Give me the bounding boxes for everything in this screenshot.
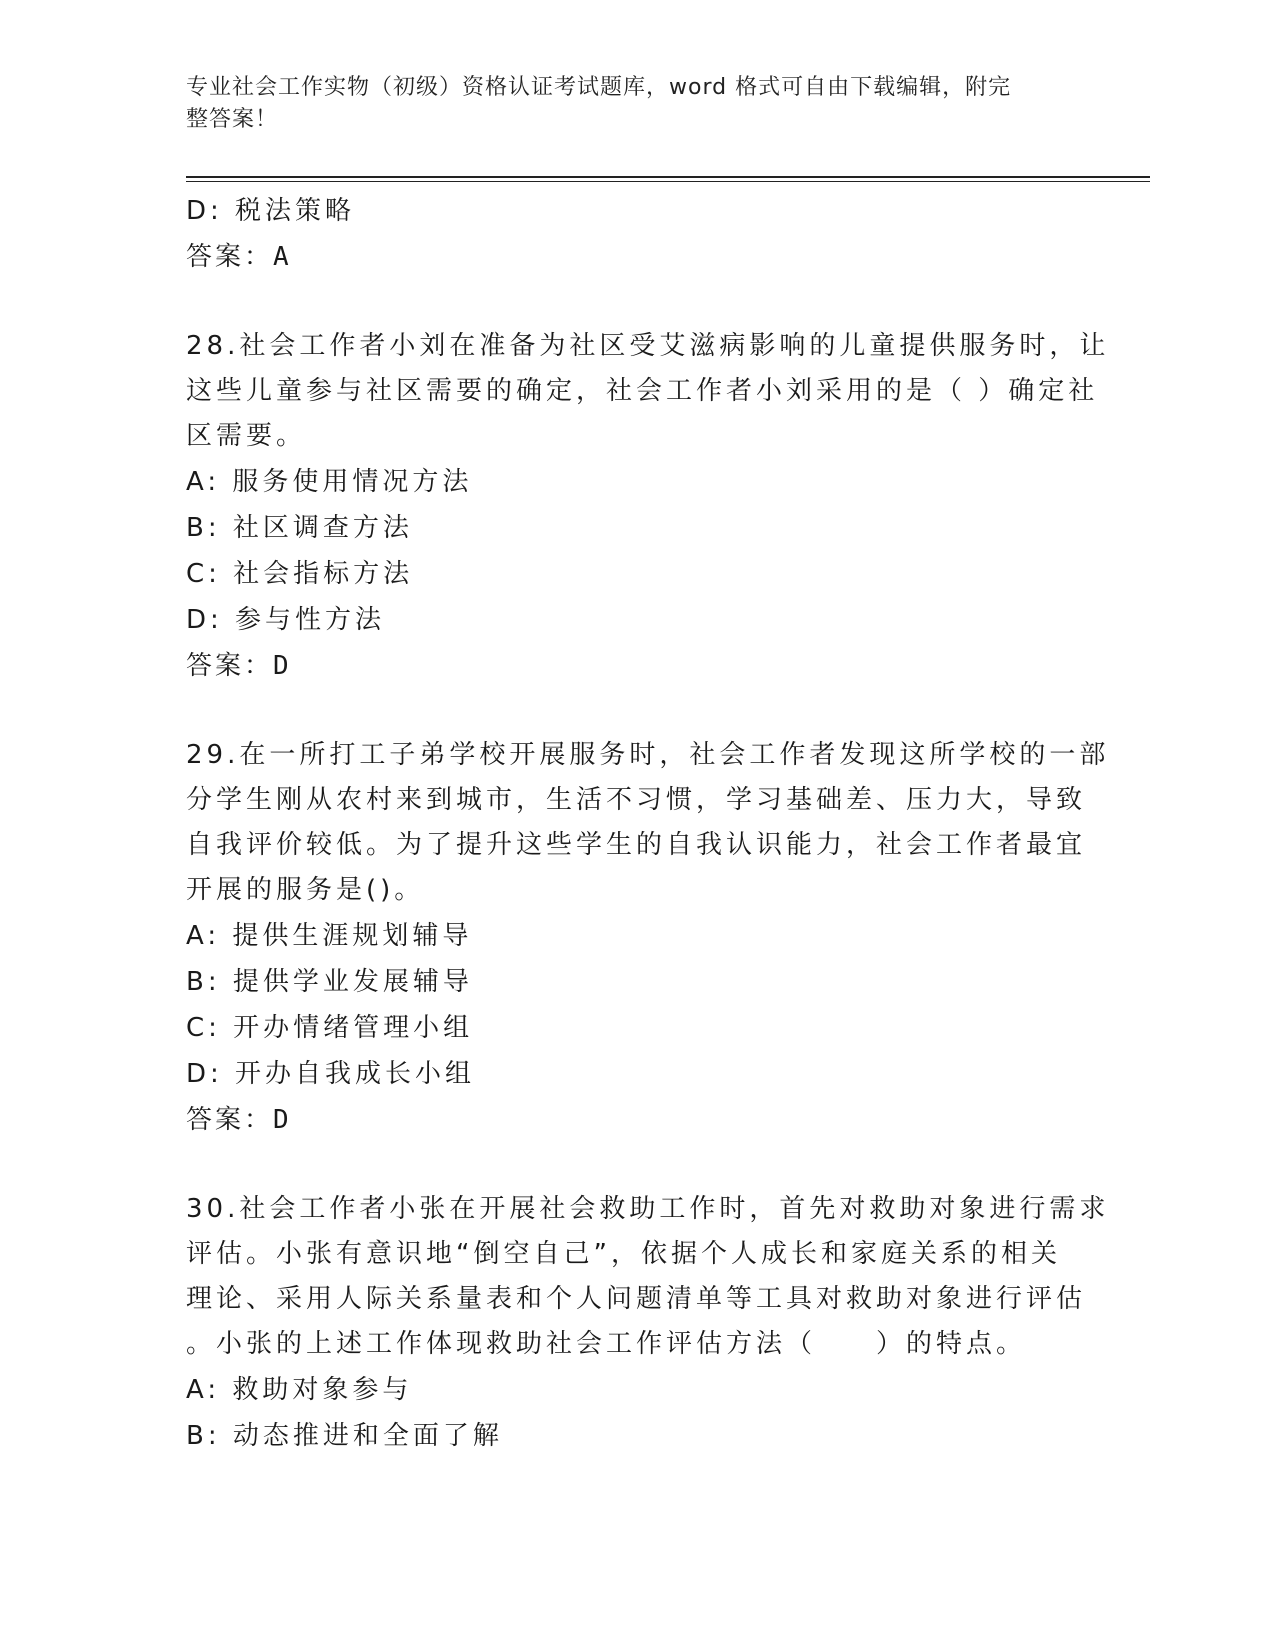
question-30 xyxy=(186,1187,1110,1459)
option-b: B: 提供学业发展辅导 xyxy=(186,967,473,997)
question-stem-line: 。小张的上述工作体现救助社会工作评估方法（ ）的特点。 xyxy=(186,1329,1027,1359)
option-d: D: 开办自我成长小组 xyxy=(186,1059,476,1089)
option-c: C: 社会指标方法 xyxy=(186,559,414,589)
question-29 xyxy=(186,733,1110,1143)
question-stem-line: 28.社会工作者小刘在准备为社区受艾滋病影响的儿童提供服务时，让 xyxy=(186,331,1110,361)
header-line-1: 专业社会工作实物（初级）资格认证考试题库，word 格式可自由下载编辑，附完 xyxy=(186,75,1012,100)
question-stem-line: 自我评价较低。为了提升这些学生的自我认识能力，社会工作者最宜 xyxy=(186,830,1087,860)
question-28 xyxy=(186,324,1110,689)
question-stem-line: 这些儿童参与社区需要的确定，社会工作者小刘采用的是（ ）确定社 xyxy=(186,376,1099,406)
option-a: A: 提供生涯规划辅导 xyxy=(186,921,473,951)
question-stem-line: 30.社会工作者小张在开展社会救助工作时，首先对救助对象进行需求 xyxy=(186,1194,1110,1224)
option-b: B: 社区调查方法 xyxy=(186,513,413,543)
answer-line: 答案：A xyxy=(186,242,292,272)
option-d: D: 税法策略 xyxy=(186,196,356,226)
question-stem-line: 分学生刚从农村来到城市，生活不习惯，学习基础差、压力大，导致 xyxy=(186,785,1087,815)
answer-line: 答案：D xyxy=(186,1105,292,1135)
question-stem-line: 理论、采用人际关系量表和个人问题清单等工具对救助对象进行评估 xyxy=(186,1284,1087,1314)
header-divider-thick xyxy=(186,176,1150,178)
page-header xyxy=(186,72,1066,136)
option-c: C: 开办情绪管理小组 xyxy=(186,1013,474,1043)
header-line-2: 整答案！ xyxy=(186,107,279,132)
question-stem-line: 区需要。 xyxy=(186,421,307,451)
option-a: A: 服务使用情况方法 xyxy=(186,467,473,497)
question-content xyxy=(186,188,1110,1459)
answer-line: 答案：D xyxy=(186,651,292,681)
question-stem-line: 开展的服务是()。 xyxy=(186,875,425,905)
option-d: D: 参与性方法 xyxy=(186,605,386,635)
option-b: B: 动态推进和全面了解 xyxy=(186,1421,503,1451)
option-a: A: 救助对象参与 xyxy=(186,1375,413,1405)
header-divider-thin xyxy=(186,181,1150,182)
question-stem-line: 评估。小张有意识地“倒空自己”，依据个人成长和家庭关系的相关 xyxy=(186,1239,1061,1269)
question-stem-line: 29.在一所打工子弟学校开展服务时，社会工作者发现这所学校的一部 xyxy=(186,740,1110,770)
